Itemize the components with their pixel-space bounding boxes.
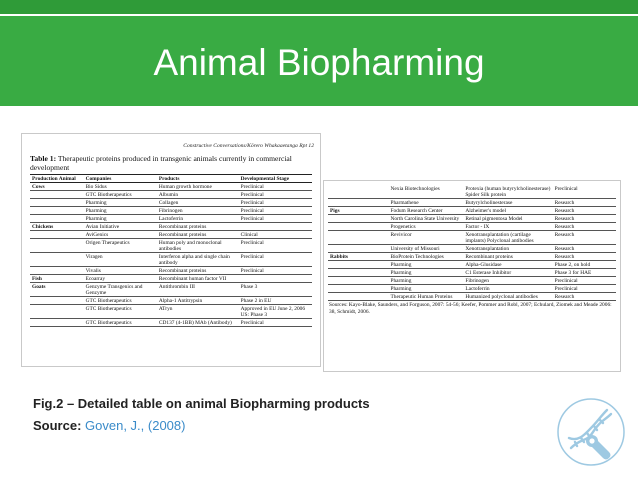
table-cell: Preclinical [239, 183, 312, 191]
table-cell [328, 199, 388, 207]
table-cell: Preclinical [239, 319, 312, 327]
table-cell: Preclinical [239, 253, 312, 267]
table-row [30, 207, 312, 215]
table-cell [328, 293, 388, 301]
table-cell: Research [553, 199, 616, 207]
table-cell: Alzheimer's model [463, 207, 552, 215]
table-cell: Approved in EU June 2, 2006 US: Phase 3 [239, 305, 312, 319]
right-table-image [323, 180, 621, 372]
table-cell: Pigs [328, 207, 388, 215]
table-cell: Therapeutic Human Proteins [388, 293, 463, 301]
table-cell: Retinal pigmentosa Model [463, 215, 552, 223]
table-cell: Pharming [388, 261, 463, 269]
left-table-header [30, 175, 312, 183]
table-row [30, 319, 312, 327]
table-cell: Phase 3 [239, 283, 312, 297]
table-cell: Collagen [157, 199, 239, 207]
table-cell: Progenetics [388, 223, 463, 231]
table-cell [328, 231, 388, 245]
table-cell: Xenotransplantation [463, 245, 552, 253]
table-cell: Preclinical [239, 239, 312, 253]
table-row [328, 245, 616, 253]
table-row [328, 277, 616, 285]
table-cell: Human poly and monoclonal antibodies [157, 239, 239, 253]
table-cell: Preclinical [239, 191, 312, 199]
table-cell: Preclinical [239, 199, 312, 207]
table-cell: Fibrinogen [157, 207, 239, 215]
table-cell: Preclinical [239, 267, 312, 275]
table-cell: Research [553, 293, 616, 301]
source-label: Source: [33, 418, 82, 433]
figure-caption: Fig.2 – Detailed table on animal Biopharming products [33, 396, 370, 411]
table-cell: Recombinant human factor VII [157, 275, 239, 283]
table-cell: Clinical [239, 231, 312, 239]
table-cell [328, 261, 388, 269]
table-cell: Revivicor [388, 231, 463, 245]
table-cell [328, 245, 388, 253]
table-cell: Goats [30, 283, 84, 297]
table-cell: Pharmathene [388, 199, 463, 207]
table-row [328, 215, 616, 223]
table-cell: Nexia Biotechnologies [388, 185, 463, 199]
table-cell: University of Missouri [388, 245, 463, 253]
table-cell: Research [553, 215, 616, 223]
table-cell: Preclinical [553, 185, 616, 199]
table-cell [328, 285, 388, 293]
table-cell: Phase 2 in EU [239, 297, 312, 305]
table-cell: Human growth hormone [157, 183, 239, 191]
table-cell: Recombinant proteins [157, 267, 239, 275]
table-cell [328, 269, 388, 277]
table-cell: Preclinical [553, 277, 616, 285]
table-cell: Rabbits [328, 253, 388, 261]
table-cell: CD137 (4-1BB) MAb (Antibody) [157, 319, 239, 327]
table-cell: Cows [30, 183, 84, 191]
table-cell: Pharming [84, 215, 157, 223]
table-cell [30, 319, 84, 327]
table-row [328, 269, 616, 277]
table-cell [328, 277, 388, 285]
table-cell: Avian Initiative [84, 223, 157, 231]
right-table [328, 185, 616, 301]
table-cell: Research [553, 253, 616, 261]
table-cell: Lactoferrin [463, 285, 552, 293]
table-cell: Pharming [84, 199, 157, 207]
table-row [30, 215, 312, 223]
table-row [30, 267, 312, 275]
table-row [328, 253, 616, 261]
table-cell [30, 297, 84, 305]
table-row [328, 261, 616, 269]
table-cell: Pharming [388, 269, 463, 277]
table-cell: Interferon alpha and single chain antibody [157, 253, 239, 267]
table-cell [30, 267, 84, 275]
figure-source [33, 418, 185, 433]
table-cell: Preclinical [239, 215, 312, 223]
table-cell: Albumin [157, 191, 239, 199]
left-table [30, 174, 312, 327]
table-row [328, 293, 616, 301]
table-caption-text: Therapeutic proteins produced in transgenic animals currently in commercial development [30, 154, 292, 172]
table-row [30, 253, 312, 267]
table-cell: North Carolina State University [388, 215, 463, 223]
table-row [30, 199, 312, 207]
table-cell: Fibrinogen [463, 277, 552, 285]
table-cell: Ecoarray [84, 275, 157, 283]
table-row [328, 223, 616, 231]
table-row [30, 239, 312, 253]
table-cell: Bio Sidus [84, 183, 157, 191]
table-cell: Alpha-1 Antitrypsin [157, 297, 239, 305]
table-caption [30, 154, 312, 172]
table-cell: Viragen [84, 253, 157, 267]
table-cell: Preclinical [239, 207, 312, 215]
slide-title: Animal Biopharming [153, 42, 485, 83]
table-cell: Humanized polyclonal antibodies [463, 293, 552, 301]
table-row [30, 223, 312, 231]
table-cell [328, 185, 388, 199]
column-header: Companies [84, 175, 157, 183]
table-cell [30, 207, 84, 215]
dna-wrench-icon [557, 398, 625, 466]
table-cell: GTC Biotherapeutics [84, 297, 157, 305]
table-cell: GTC Biotherapeutics [84, 319, 157, 327]
table-cell [328, 215, 388, 223]
table-cell: Recombinant proteins [463, 253, 552, 261]
table-cell: Alpha-Glusidase [463, 261, 552, 269]
table-cell: Protexia (human butyrylcholinesterase) Spider Silk protein [463, 185, 552, 199]
table-row [328, 207, 616, 215]
table-row [30, 191, 312, 199]
table-sources: Sources: Kayo-Blake, Saunders, and Forguson, 2007: 54-56; Keefer, Pommer and Robl, 2007; Echulard, Ziomek and Meade 2006: 38, Schmidt, 2006. [329, 302, 612, 315]
table-caption-prefix: Table 1: [30, 154, 57, 163]
table-row [328, 285, 616, 293]
left-table-image [21, 133, 321, 367]
table-cell [239, 223, 312, 231]
table-cell: AviGenics [84, 231, 157, 239]
table-cell: BioProtein Technologies [388, 253, 463, 261]
table-cell: Vivalis [84, 267, 157, 275]
table-cell: Lactoferrin [157, 215, 239, 223]
table-cell: Research [553, 207, 616, 215]
column-header: Products [157, 175, 239, 183]
table-row [30, 275, 312, 283]
table-cell [328, 223, 388, 231]
top-band [0, 0, 638, 14]
table-cell: Phase 2, on hold [553, 261, 616, 269]
table-cell: Research [553, 231, 616, 245]
table-cell: Fish [30, 275, 84, 283]
table-cell: GTC Biotherapeutics [84, 305, 157, 319]
table-cell: Recombinant proteins [157, 223, 239, 231]
table-header-note: Constructive Conversations/Kōrero Whakaaetanga Rpt 12 [183, 143, 314, 149]
table-row [328, 199, 616, 207]
source-link[interactable]: Goven, J., (2008) [85, 418, 186, 433]
table-cell [30, 215, 84, 223]
title-bar [0, 16, 638, 106]
table-row [30, 297, 312, 305]
table-cell: Pharming [84, 207, 157, 215]
table-cell: Antithrombin III [157, 283, 239, 297]
table-cell [30, 231, 84, 239]
table-cell: Chickens [30, 223, 84, 231]
table-row [30, 231, 312, 239]
table-cell: Preclinical [553, 285, 616, 293]
table-cell [239, 275, 312, 283]
table-cell: Factor - IX [463, 223, 552, 231]
table-row [328, 185, 616, 199]
table-cell: Butyrylcholinesterase [463, 199, 552, 207]
table-cell: ATryn [157, 305, 239, 319]
column-header: Developmental Stage [239, 175, 312, 183]
table-cell [30, 305, 84, 319]
table-cell: Fodum Research Center [388, 207, 463, 215]
table-cell: Pharming [388, 285, 463, 293]
table-cell [30, 199, 84, 207]
table-row [328, 231, 616, 245]
table-cell [30, 253, 84, 267]
table-cell: Origen Therapeutics [84, 239, 157, 253]
column-header: Production Animal [30, 175, 84, 183]
table-row [30, 305, 312, 319]
table-cell [30, 191, 84, 199]
table-row [30, 283, 312, 297]
table-cell: Recombinant proteins [157, 231, 239, 239]
table-cell: C1 Esterase Inhibitor [463, 269, 552, 277]
table-cell: GTC Biotherapeutics [84, 191, 157, 199]
table-cell: Pharming [388, 277, 463, 285]
table-row [30, 183, 312, 191]
table-cell: Genzyme Transgenics and Genzyme [84, 283, 157, 297]
table-cell: Xenotransplantation (cartilage implants) Polyclonal antibodies [463, 231, 552, 245]
table-cell: Phase 3 for HAE [553, 269, 616, 277]
table-cell [30, 239, 84, 253]
table-cell: Research [553, 223, 616, 231]
table-cell: Research [553, 245, 616, 253]
